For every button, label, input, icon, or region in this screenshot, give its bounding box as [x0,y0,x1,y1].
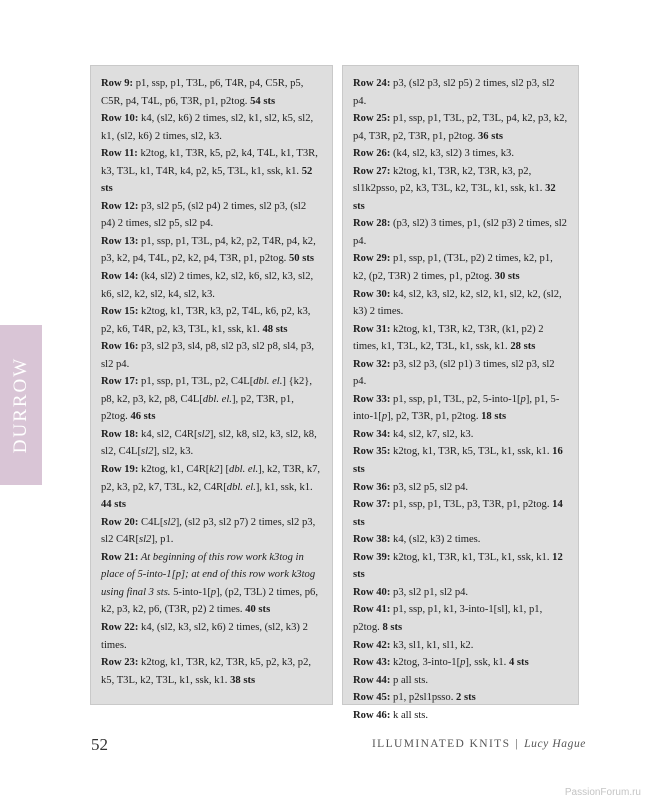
stitch-count: 36 sts [477,130,503,142]
row-text: k2tog, k1, C4R[ [138,464,210,476]
row-text: p1, ssp, p1, k1, 3-into-1[sl], k1, p1, p2tog. [353,604,543,633]
italic-note: sl2 [141,446,154,458]
italic-note: sl2 [138,534,152,546]
row-label: Row 32: [353,358,391,370]
row-text: p3, sl2 p1, sl2 p4. [390,586,469,598]
row-label: Row 15: [101,306,139,318]
pattern-row [353,356,568,391]
row-label: Row 44: [353,674,391,686]
instructions-column-right [342,65,579,721]
row-text: p1, p2sl1psso. [390,692,457,704]
row-text: k4, sl2, k3, sl2, k2, sl2, k1, sl2, k2, (sl2, k3) 2 times. [353,288,562,318]
pattern-row [353,250,568,285]
row-text: ] [ [219,464,230,476]
row-label: Row 12: [101,200,139,212]
row-text: p1, ssp, p1, T3L, p2, C4L[ [138,376,254,388]
row-label: Row 36: [353,481,391,493]
italic-note: dbl. el. [229,464,259,476]
pattern-row [353,110,568,145]
row-label: Row 14: [101,271,139,283]
row-text: ], k2, T3R, k7, p2, k3, p2, k7, T3L, k2, C4R[ [101,464,321,493]
stitch-count: 14 sts [353,499,563,528]
running-footer [372,738,586,750]
row-text: p1, ssp, p1, (T3L, p2) 2 times, k2, p1, k2, (p2, T3R) 2 times, p1, p2tog. [353,253,553,283]
row-label: Row 29: [353,253,391,265]
row-label: Row 35: [353,446,391,458]
row-text: p3, sl2 p5, sl2 p4. [390,481,469,493]
stitch-count: 46 sts [130,411,156,423]
row-label: Row 24: [353,78,391,89]
side-tab-label: DURROW [10,356,31,454]
pattern-row [353,689,568,707]
row-label: Row 18: [101,428,139,440]
pattern-row [353,549,568,584]
row-text: k2tog, 3-into-1[ [390,657,461,669]
row-text: k2tog, k1, T3R, k5, p2, k4, T4L, k1, T3R, k3, T3L, k1, T4R, k4, p2, k5, T3L, k1, ssk, k1. [101,148,318,177]
row-text: (k4, sl2, k3, sl2) 3 times, k3. [390,148,514,160]
stitch-count: 28 sts [510,341,536,353]
row-text: ], sl2, k8, sl2, k3, sl2, k8, sl2, C4L[ [101,428,317,458]
row-text: ], (sl2 p3, sl2 p7) 2 times, sl2 p3, sl2 C4R[ [101,516,316,546]
row-text: p1, ssp, p1, T3L, p2, T3L, p4, k2, p3, k2, p4, T3R, p2, T3R, p1, p2tog. [353,113,568,142]
row-text: k4, sl2, k7, sl2, k3. [390,428,474,440]
row-label: Row 39: [353,551,391,563]
row-text: ] {k2}, p8, k2, p3, k2, p8, C4L[ [101,376,312,405]
pattern-row [101,654,322,689]
stitch-count: 52 sts [101,165,313,195]
italic-note: sl2 [163,516,176,528]
pattern-row [101,233,322,268]
italic-note: k2 [209,464,220,476]
pattern-row [353,531,568,549]
pattern-row [353,321,568,356]
stitch-count: 2 sts [456,692,476,704]
author-name: Lucy Hague [524,738,586,750]
row-label: Row 30: [353,288,391,300]
stitch-count: 30 sts [494,271,520,283]
pattern-row [101,303,322,338]
row-label: Row 40: [353,586,391,598]
pattern-row [353,584,568,602]
pattern-row [353,654,568,672]
pattern-row [353,145,568,163]
italic-note: p [520,393,526,405]
row-text: ], sl2, k3. [153,446,194,458]
watermark: PassionForum.ru [564,787,641,798]
row-text: k4, sl2, C4R[ [138,428,198,440]
row-label: Row 31: [353,323,391,335]
row-label: Row 34: [353,428,391,440]
row-label: Row 46: [353,709,391,721]
stitch-count: 48 sts [262,323,288,335]
stitch-count: 32 sts [353,183,556,212]
row-text: p1, ssp, p1, T3L, p2, 5-into-1[ [390,393,521,405]
row-text: p3, sl2 p3, (sl2 p1) 3 times, sl2 p3, sl2 p4. [353,358,555,388]
pattern-row [353,672,568,690]
pattern-row [353,496,568,531]
pattern-row [101,338,322,373]
row-label: Row 22: [101,621,139,633]
stitch-count: 8 sts [382,621,403,633]
pattern-row [101,426,322,461]
row-label: Row 17: [101,376,139,388]
row-label: Row 10: [101,113,139,125]
row-text: ], (p2, T3L) 2 times, p6, k2, p3, k2, p6, (T3R, p2) 2 times. [101,586,318,616]
row-label: Row 37: [353,499,391,511]
row-text: ], p1, 5-into-1[ [353,393,560,423]
row-label: Row 45: [353,692,391,704]
pattern-row [353,637,568,655]
pattern-row [101,198,322,233]
page-number: 52 [91,735,108,754]
pattern-row [353,286,568,321]
row-text: k all sts. [390,709,429,721]
row-text: k2tog, k1, T3R, k2, T3R, k5, p2, k3, p2, k5, T3L, k2, T3L, k1, ssk, k1. [101,657,312,686]
row-text: ], p2, T3R, p1, p2tog. [101,393,294,423]
italic-note: p [460,657,466,669]
row-label: Row 28: [353,218,391,230]
row-text: p1, ssp, p1, T3L, p4, k2, p2, T4R, p4, k2, p3, k2, p4, T4L, p2, k2, p4, T3R, p1, p2tog. [101,235,316,265]
row-text: p3, (sl2 p3, sl2 p5) 2 times, sl2 p3, sl2 p4. [353,78,555,107]
row-label: Row 23: [101,657,139,669]
row-text: (k4, sl2) 2 times, k2, sl2, k6, sl2, k3, sl2, k6, sl2, k2, sl2, k4, sl2, k3. [101,271,314,300]
row-text: k3, sl1, k1, sl1, k2. [390,639,474,651]
row-text: C4L[ [138,516,164,528]
stitch-count: 44 sts [101,499,127,511]
row-text: p3, sl2 p5, (sl2 p4) 2 times, sl2 p3, (sl2 p4) 2 times, sl2 p5, sl2 p4. [101,200,307,230]
row-text: (p3, sl2) 3 times, p1, (sl2 p3) 2 times, sl2 p4. [353,218,567,247]
row-label: Row 11: [101,148,138,160]
row-text: ], p2, T3R, p1, p2tog. [387,411,482,423]
italic-note: p [210,586,217,598]
pattern-row [101,514,322,549]
row-label: Row 25: [353,113,391,125]
row-text: k2tog, k1, T3R, k1, T3L, k1, ssk, k1. [390,551,553,563]
footer-separator: | [515,738,520,750]
italic-note: dbl. el. [253,376,283,388]
pattern-row [353,75,568,110]
row-text: k2tog, k1, T3R, k5, T3L, k1, ssk, k1. [390,446,553,458]
row-label: Row 42: [353,639,391,651]
stitch-count: 16 sts [353,446,563,476]
row-text: k2tog, k1, T3R, k2, T3R, k3, p2, sl1k2psso, p2, k3, T3L, k2, T3L, k1, ssk, k1. [353,165,546,195]
pattern-row [353,426,568,444]
pattern-row [101,145,322,198]
stitch-count: 4 sts [508,657,529,669]
pattern-row [353,707,568,725]
row-text: k2tog, k1, T3R, k2, T3R, (k1, p2) 2 times, k1, T3L, k2, T3L, k1, ssk, k1. [353,323,544,353]
pattern-row [353,391,568,426]
stitch-count: 18 sts [481,411,507,423]
row-label: Row 13: [101,235,139,247]
pattern-row [101,110,322,145]
pattern-row [101,373,322,426]
pattern-row [353,443,568,478]
pattern-row [353,479,568,497]
pattern-row [101,75,322,110]
italic-note: dbl. el. [226,481,256,493]
row-label: Row 27: [353,165,391,177]
row-text: ], k1, ssk, k1. [255,481,313,493]
book-title: ILLUMINATED KNITS [371,738,511,750]
pattern-row [353,163,568,216]
stitch-count: 50 sts [288,253,314,265]
italic-note: At beginning of this row work k3tog in place of 5-into-1[p]; at end of this row work k3tog using final 3 sts. [101,551,316,598]
row-label: Row 21: [101,551,139,563]
row-label: Row 43: [353,657,391,669]
instructions-column-left [90,65,333,705]
row-label: Row 26: [353,148,391,160]
row-text: 5-into-1[ [170,586,211,598]
row-label: Row 19: [101,464,139,476]
pattern-row [101,619,322,654]
stitch-count: 54 sts [250,95,276,107]
row-text: p1, ssp, p1, T3L, p3, T3R, p1, p2tog. [390,499,553,511]
row-text: ], ssk, k1. [465,657,509,669]
row-text: p3, sl2 p3, sl4, p8, sl2 p3, sl2 p8, sl4, p3, sl2 p4. [101,341,315,370]
stitch-count: 40 sts [245,604,271,616]
italic-note: sl2 [197,428,210,440]
row-label: Row 38: [353,534,391,546]
pattern-row [101,549,322,619]
row-text: k4, (sl2, k6) 2 times, sl2, k1, sl2, k5, sl2, k1, (sl2, k6) 2 times, sl2, k3. [101,113,314,142]
row-text: k2tog, k1, T3R, k3, p2, T4L, k6, p2, k3, p2, k6, T4R, p2, k3, T3L, k1, ssk, k1. [101,306,311,335]
italic-note: p [381,411,388,423]
row-text: k4, (sl2, k3, sl2, k6) 2 times, (sl2, k3) 2 times. [101,621,308,651]
pattern-row [353,215,568,250]
row-label: Row 41: [353,604,391,616]
italic-note: dbl. el. [202,393,232,405]
row-label: Row 16: [101,341,139,353]
pattern-row [101,461,322,514]
pattern-row [101,268,322,303]
row-label: Row 33: [353,393,391,405]
row-text: p1, ssp, p1, T3L, p6, T4R, p4, C5R, p5, C5R, p4, T4L, p6, T3R, p1, p2tog. [101,78,304,107]
stitch-count: 38 sts [230,674,256,686]
row-text: p all sts. [390,674,429,686]
row-text: ], p1. [151,534,174,546]
stitch-count: 12 sts [353,551,563,581]
pattern-row [353,601,568,636]
row-label: Row 20: [101,516,139,528]
row-text: k4, (sl2, k3) 2 times. [390,534,481,546]
row-label: Row 9: [101,78,134,89]
